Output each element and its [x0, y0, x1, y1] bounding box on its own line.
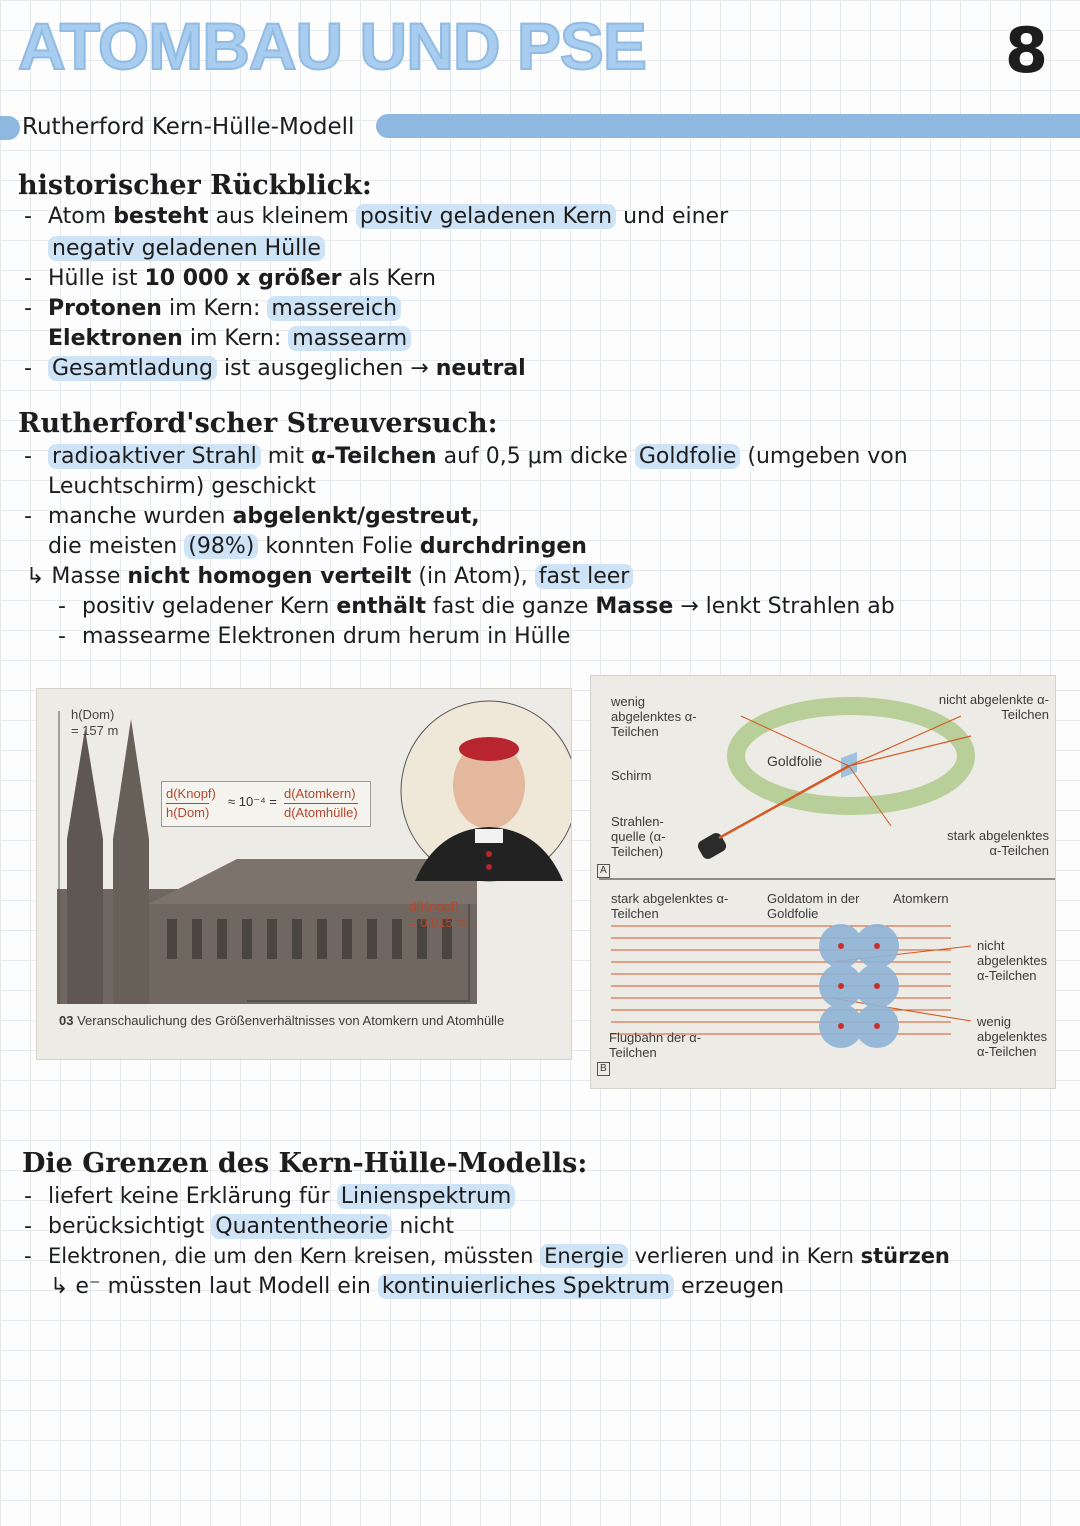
text: ist ausgeglichen → [224, 356, 429, 381]
highlight: massearm [288, 326, 411, 351]
highlight: massereich [267, 296, 401, 321]
text: massearme Elektronen drum herum in Hülle [82, 624, 571, 649]
label-h-dom: h(Dom) [71, 707, 115, 722]
text: verlieren und in Kern [634, 1244, 854, 1268]
limits-line-4 [50, 1274, 784, 1299]
highlight: negativ geladenen Hülle [48, 236, 325, 261]
page-title: ATOMBAU UND PSE [18, 9, 646, 83]
cathedral-spire-left [67, 729, 103, 1004]
highlight: radioaktiver Strahl [48, 444, 261, 469]
label-schirm: Schirm [611, 768, 652, 783]
label-wenig-top: wenig abgelenktes α-Teilchen [611, 694, 697, 739]
label-flugbahn: Flugbahn der α-Teilchen [609, 1030, 702, 1060]
text: 10 000 x größer [144, 266, 342, 291]
text: erzeugen [681, 1274, 785, 1299]
label-nicht-bottom: nicht abgelenktes α-Teilchen [977, 938, 1048, 983]
text: neutral [435, 356, 526, 381]
text: ↳ e⁻ müssten laut Modell ein [50, 1274, 371, 1299]
text: besteht [113, 204, 209, 229]
figure-cathedral [36, 688, 572, 1060]
highlight: Linienspektrum [337, 1184, 516, 1209]
text: konnten Folie [265, 534, 413, 559]
formula-denominator-2: d(Atomhülle) [284, 805, 358, 820]
label-d-knopf: d(Knopf) [409, 899, 459, 914]
label-stark-top: stark abgelenktes α-Teilchen [947, 828, 1049, 858]
figure-scattering [590, 675, 1056, 1089]
experiment-line-5 [26, 564, 633, 589]
text: im Kern: [189, 326, 282, 351]
text: im Kern: [168, 296, 261, 321]
formula-denominator-1: h(Dom) [166, 805, 210, 820]
section-heading-experiment: Rutherford'scher Streuversuch: [18, 408, 498, 439]
label-panel-b: B [597, 1062, 610, 1076]
label-strahlenquelle: Strahlen-quelle (α-Teilchen) [611, 814, 666, 859]
figure-caption [59, 1013, 529, 1029]
text: Protonen [48, 296, 162, 321]
text: abgelenkt/gestreut, [232, 504, 480, 529]
label-panel-a: A [597, 864, 610, 878]
text: stürzen [860, 1244, 950, 1268]
history-line-4: - Protonen im Kern: massereich [24, 296, 401, 321]
highlight: positiv geladenen Kern [356, 204, 616, 229]
text: aus kleinem [215, 204, 349, 229]
text: (umgeben von [747, 444, 908, 469]
gold-atoms [819, 924, 899, 1048]
formula-operator: ≈ 10⁻⁴ = [228, 794, 277, 809]
text: liefert keine Erklärung für [48, 1184, 330, 1209]
label-wenig-bottom: wenig abgelenktes α-Teilchen [977, 1014, 1048, 1059]
text: Atom [48, 204, 107, 229]
section-heading-history: historischer Rückblick: [18, 170, 372, 201]
label-nicht-top: nicht abgelenkte α-Teilchen [938, 692, 1049, 722]
experiment-line-7: - massearme Elektronen drum herum in Hülle [58, 624, 571, 649]
label-goldatom: Goldatom in der Goldfolie [767, 891, 860, 921]
experiment-line-3: - manche wurden abgelenkt/gestreut, [24, 504, 480, 529]
text: und einer [623, 204, 729, 229]
label-stark-bottom: stark abgelenktes α-Teilchen [611, 891, 729, 921]
highlight: Quantentheorie [211, 1214, 392, 1239]
text: auf 0,5 μm dicke [443, 444, 628, 469]
limits-line-2: - berücksichtigt Quantentheorie nicht [24, 1214, 455, 1239]
text: durchdringen [419, 534, 587, 559]
history-line-1: - Atom besteht aus kleinem positiv geladenen Kern und einer [24, 204, 729, 229]
page-number: 8 [1004, 14, 1048, 87]
text: nicht homogen verteilt [127, 564, 412, 589]
experiment-line-2: Leuchtschirm) geschickt [48, 474, 316, 499]
formula-numerator-1: d(Knopf) [166, 786, 216, 801]
caption-number: 03 [59, 1013, 74, 1028]
text: enthält [336, 594, 426, 619]
label-h-dom-value: = 157 m [71, 723, 119, 738]
text: manche wurden [48, 504, 226, 529]
history-line-3: - Hülle ist 10 000 x größer als Kern [24, 266, 436, 291]
text: als Kern [348, 266, 436, 291]
text: Elektronen [48, 326, 183, 351]
highlight: (98%) [184, 534, 258, 559]
caption-text: Veranschaulichung des Größenverhältnisses von Atomkern und Atomhülle [77, 1013, 505, 1028]
text: positiv geladener Kern [82, 594, 330, 619]
text: → lenkt Strahlen ab [680, 594, 895, 619]
cathedral-illustration [37, 689, 571, 1059]
highlight: fast leer [535, 564, 634, 589]
history-line-2 [48, 236, 325, 261]
experiment-line-1: - radioaktiver Strahl mit α-Teilchen auf 0,5 μm dicke Goldfolie (umgeben von [24, 444, 908, 469]
cathedral-spire-right [113, 719, 149, 1004]
text: nicht [399, 1214, 455, 1239]
highlight: Goldfolie [635, 444, 741, 469]
formula-box [161, 781, 371, 827]
highlight: Energie [540, 1244, 628, 1268]
text: α-Teilchen [310, 444, 437, 469]
history-line-6: - Gesamtladung ist ausgeglichen → neutral [24, 356, 526, 381]
subtitle-bar [376, 114, 1080, 138]
text: berücksichtigt [48, 1214, 205, 1239]
text: die meisten [48, 534, 178, 559]
experiment-line-6: - positiv geladener Kern enthält fast die ganze Masse → lenkt Strahlen ab [58, 594, 895, 619]
label-goldfolie: Goldfolie [767, 753, 823, 769]
formula-numerator-2: d(Atomkern) [284, 786, 356, 801]
label-atomkern: Atomkern [893, 891, 949, 906]
text: (in Atom), [418, 564, 528, 589]
text: fast die ganze [433, 594, 589, 619]
highlight: Gesamtladung [48, 356, 217, 381]
highlight: kontinuierliches Spektrum [378, 1274, 674, 1299]
text: mit [267, 444, 304, 469]
section-heading-limits: Die Grenzen des Kern-Hülle-Modells: [22, 1148, 588, 1179]
experiment-line-4 [48, 534, 587, 559]
limits-line-1: - liefert keine Erklärung für Linienspektrum [24, 1184, 515, 1209]
text: Masse [595, 594, 674, 619]
subtitle-marker [0, 116, 20, 140]
history-line-5 [48, 326, 411, 351]
text: ↳ Masse [26, 564, 121, 589]
text: Elektronen, die um den Kern kreisen, müssten [48, 1244, 534, 1268]
text: Hülle ist [48, 266, 138, 291]
label-d-knopf-value: = 0,015 m [409, 915, 468, 930]
subtitle: Rutherford Kern-Hülle-Modell [22, 114, 355, 140]
limits-line-3: - Elektronen, die um den Kern kreisen, müssten Energie verlieren und in Kern stürzen [24, 1244, 950, 1268]
